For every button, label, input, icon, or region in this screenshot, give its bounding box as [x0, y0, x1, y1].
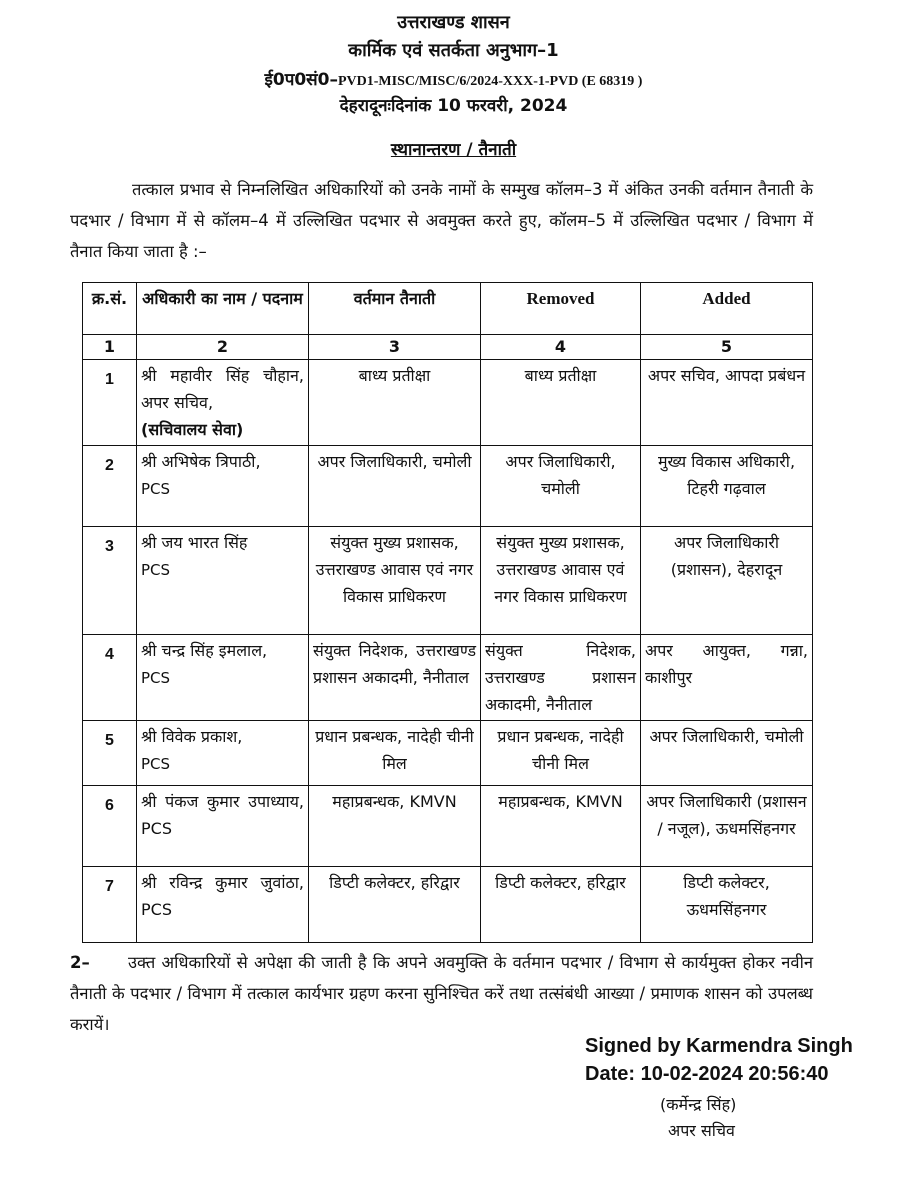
- column-number: 1: [83, 335, 137, 360]
- officer-name: श्री विवेक प्रकाश,: [141, 727, 243, 746]
- officer-name: श्री जय भारत सिंह: [141, 533, 248, 552]
- row-officer: [137, 721, 309, 786]
- row-removed: प्रधान प्रबन्धक, नादेही चीनी मिल: [481, 721, 641, 786]
- row-added: डिप्टी कलेक्टर, ऊधमसिंहनगर: [641, 867, 813, 943]
- row-current-posting: संयुक्त निदेशक, उत्तराखण्ड प्रशासन अकादमी, नैनीताल: [309, 635, 481, 721]
- officer-name: श्री महावीर सिंह चौहान, अपर सचिव,: [141, 366, 304, 412]
- header-sno: क्र.सं.: [83, 283, 137, 335]
- row-sno: 2: [83, 446, 137, 527]
- signatory-designation: अपर सचिव: [668, 1121, 735, 1140]
- row-added: अपर जिलाधिकारी (प्रशासन / नजूल), ऊधमसिंहनगर: [641, 786, 813, 867]
- officer-service: PCS: [141, 561, 171, 579]
- row-current-posting: संयुक्त मुख्य प्रशासक, उत्तराखण्ड आवास एवं नगर विकास प्राधिकरण: [309, 527, 481, 635]
- instruction-paragraph: [70, 947, 813, 1040]
- column-number: 2: [137, 335, 309, 360]
- subject-heading: स्थानान्तरण / तैनाती: [390, 140, 517, 160]
- row-current-posting: प्रधान प्रबन्धक, नादेही चीनी मिल: [309, 721, 481, 786]
- row-removed: अपर जिलाधिकारी, चमोली: [481, 446, 641, 527]
- paragraph-text: उक्त अधिकारियों से अपेक्षा की जाती है कि अपने अवमुक्ति के वर्तमान पदभार / विभाग से कार्यमुक्त होकर नवीन तैनाती के पदभार / विभाग में तत्काल कार्यभार ग्रहण करना सुनिश्चित करें तथा तत्संबंधी आख्या / प्रमाणक शासन को उपलब्ध करायें।: [70, 953, 813, 1034]
- table-row: [83, 635, 813, 721]
- row-added: अपर आयुक्त, गन्ना, काशीपुर: [641, 635, 813, 721]
- table-row: [83, 446, 813, 527]
- row-added: अपर जिलाधिकारी, चमोली: [641, 721, 813, 786]
- reference-prefix: ई0प0सं0–: [264, 70, 338, 90]
- order-paragraph: तत्काल प्रभाव से निम्नलिखित अधिकारियों को उनके नामों के सम्मुख कॉलम–3 में अंकित उनकी वर्तमान तैनाती के पदभार / विभाग में से कॉलम–4 में उल्लिखित पदभार से अवमुक्त करते हुए, कॉलम–5 में उल्लिखित पदभार / विभाग में तैनात किया जाता है :–: [70, 180, 813, 261]
- row-removed: बाध्य प्रतीक्षा: [481, 360, 641, 446]
- row-sno: 5: [83, 721, 137, 786]
- row-added: अपर जिलाधिकारी (प्रशासन), देहरादून: [641, 527, 813, 635]
- officer-name: श्री अभिषेक त्रिपाठी,: [141, 452, 261, 471]
- table-row: [83, 360, 813, 446]
- reference-number: [0, 67, 907, 90]
- row-removed: डिप्टी कलेक्टर, हरिद्वार: [481, 867, 641, 943]
- signatory-name: (कर्मेन्द्र सिंह): [660, 1095, 737, 1114]
- table-row: [83, 721, 813, 786]
- row-officer: [137, 446, 309, 527]
- department-title: कार्मिक एवं सतर्कता अनुभाग–1: [348, 40, 559, 61]
- signature-date: Date: 10-02-2024 20:56:40: [585, 1063, 829, 1085]
- table-row: [83, 867, 813, 943]
- row-added: मुख्य विकास अधिकारी, टिहरी गढ़वाल: [641, 446, 813, 527]
- officer-service: PCS: [141, 669, 171, 687]
- column-number: 5: [641, 335, 813, 360]
- table-row: [83, 527, 813, 635]
- row-current-posting: महाप्रबन्धक, KMVN: [309, 786, 481, 867]
- column-number-row: [83, 335, 813, 360]
- row-sno: 1: [83, 360, 137, 446]
- header-removed: Removed: [481, 283, 641, 335]
- row-sno: 4: [83, 635, 137, 721]
- row-removed: संयुक्त मुख्य प्रशासक, उत्तराखण्ड आवास एवं नगर विकास प्राधिकरण: [481, 527, 641, 635]
- header-added: Added: [641, 283, 813, 335]
- officer-service: PCS: [141, 755, 171, 773]
- officer-service: PCS: [141, 480, 171, 498]
- row-current-posting: बाध्य प्रतीक्षा: [309, 360, 481, 446]
- table-row: [83, 786, 813, 867]
- row-sno: 7: [83, 867, 137, 943]
- paragraph-number: 2–: [70, 953, 90, 972]
- place-date: देहरादूनःदिनांक 10 फरवरी, 2024: [339, 96, 568, 116]
- row-added: अपर सचिव, आपदा प्रबंधन: [641, 360, 813, 446]
- row-officer: [137, 360, 309, 446]
- column-number: 3: [309, 335, 481, 360]
- column-number: 4: [481, 335, 641, 360]
- row-current-posting: अपर जिलाधिकारी, चमोली: [309, 446, 481, 527]
- row-officer: [137, 635, 309, 721]
- row-sno: 6: [83, 786, 137, 867]
- row-removed: संयुक्त निदेशक, उत्तराखण्ड प्रशासन अकादमी, नैनीताल: [481, 635, 641, 721]
- header-current: वर्तमान तैनाती: [309, 283, 481, 335]
- row-officer: [137, 527, 309, 635]
- table-header-row: [83, 283, 813, 335]
- header-officer: अधिकारी का नाम / पदनाम: [137, 283, 309, 335]
- officer-name: श्री चन्द्र सिंह इमलाल,: [141, 641, 268, 660]
- row-officer: श्री रविन्द्र कुमार जुवांठा, PCS: [137, 867, 309, 943]
- row-removed: महाप्रबन्धक, KMVN: [481, 786, 641, 867]
- row-current-posting: डिप्टी कलेक्टर, हरिद्वार: [309, 867, 481, 943]
- digital-signature-block: [585, 1032, 853, 1088]
- row-sno: 3: [83, 527, 137, 635]
- officer-service: (सचिवालय सेवा): [141, 420, 244, 439]
- government-title: उत्तराखण्ड शासन: [397, 12, 510, 33]
- row-officer: श्री पंकज कुमार उपाध्याय, PCS: [137, 786, 309, 867]
- signed-by: Signed by Karmendra Singh: [585, 1035, 853, 1057]
- postings-table: [82, 282, 813, 943]
- reference-code: PVD1-MISC/MISC/6/2024-XXX-1-PVD (E 68319 ): [338, 74, 643, 89]
